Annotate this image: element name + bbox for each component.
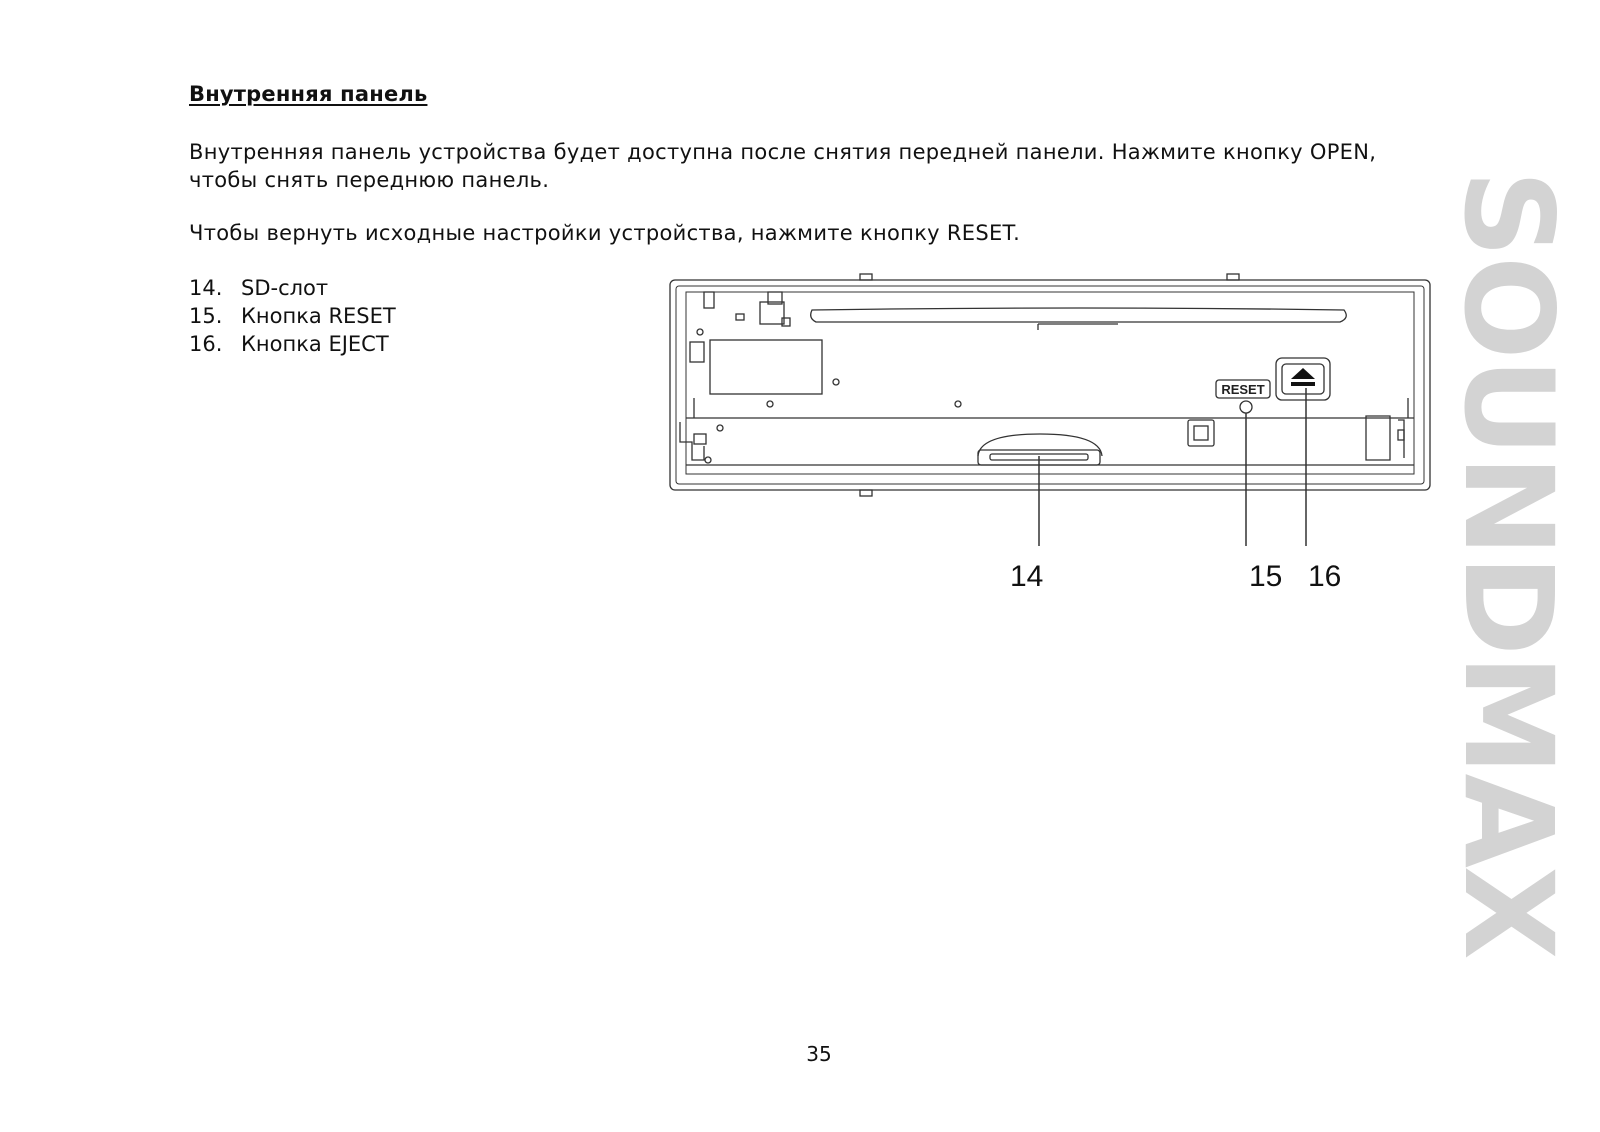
disc-slot: [811, 308, 1347, 322]
legend-item-number: 16.: [189, 332, 223, 356]
page-number: 35: [806, 1042, 832, 1066]
callout-14: 14: [1010, 560, 1044, 593]
eject-icon: [1291, 368, 1315, 386]
intro-paragraph: Внутренняя панель устройства будет доступна после снятия передней панели. Нажмите кнопку OPEN, чтобы снять переднюю панель.: [189, 140, 1377, 192]
legend-item-label: Кнопка RESET: [241, 304, 396, 328]
legend-item-number: 14.: [189, 276, 223, 300]
brand-watermark: SOUNDMAX: [1437, 170, 1579, 958]
legend-item-label: Кнопка EJECT: [241, 332, 389, 356]
legend-item: [189, 330, 396, 358]
legend-item-label: SD-слот: [241, 276, 329, 300]
parts-legend: [189, 274, 396, 358]
reset-hole: [1240, 401, 1252, 413]
brand-logo: [1437, 84, 1579, 1044]
reset-label: RESET: [1221, 382, 1265, 397]
callout-16: 16: [1308, 560, 1342, 593]
legend-item: [189, 274, 396, 302]
callout-15: 15: [1249, 560, 1283, 593]
legend-item-number: 15.: [189, 304, 223, 328]
inner-panel-diagram: [660, 270, 1440, 610]
sd-slot-cover: [978, 434, 1102, 456]
legend-item: [189, 302, 396, 330]
section-title: Внутренняя панель: [189, 82, 428, 106]
reset-paragraph: Чтобы вернуть исходные настройки устройства, нажмите кнопку RESET.: [189, 221, 1021, 245]
inner-panel-drawing: [660, 270, 1440, 610]
label-plate: [710, 340, 822, 394]
